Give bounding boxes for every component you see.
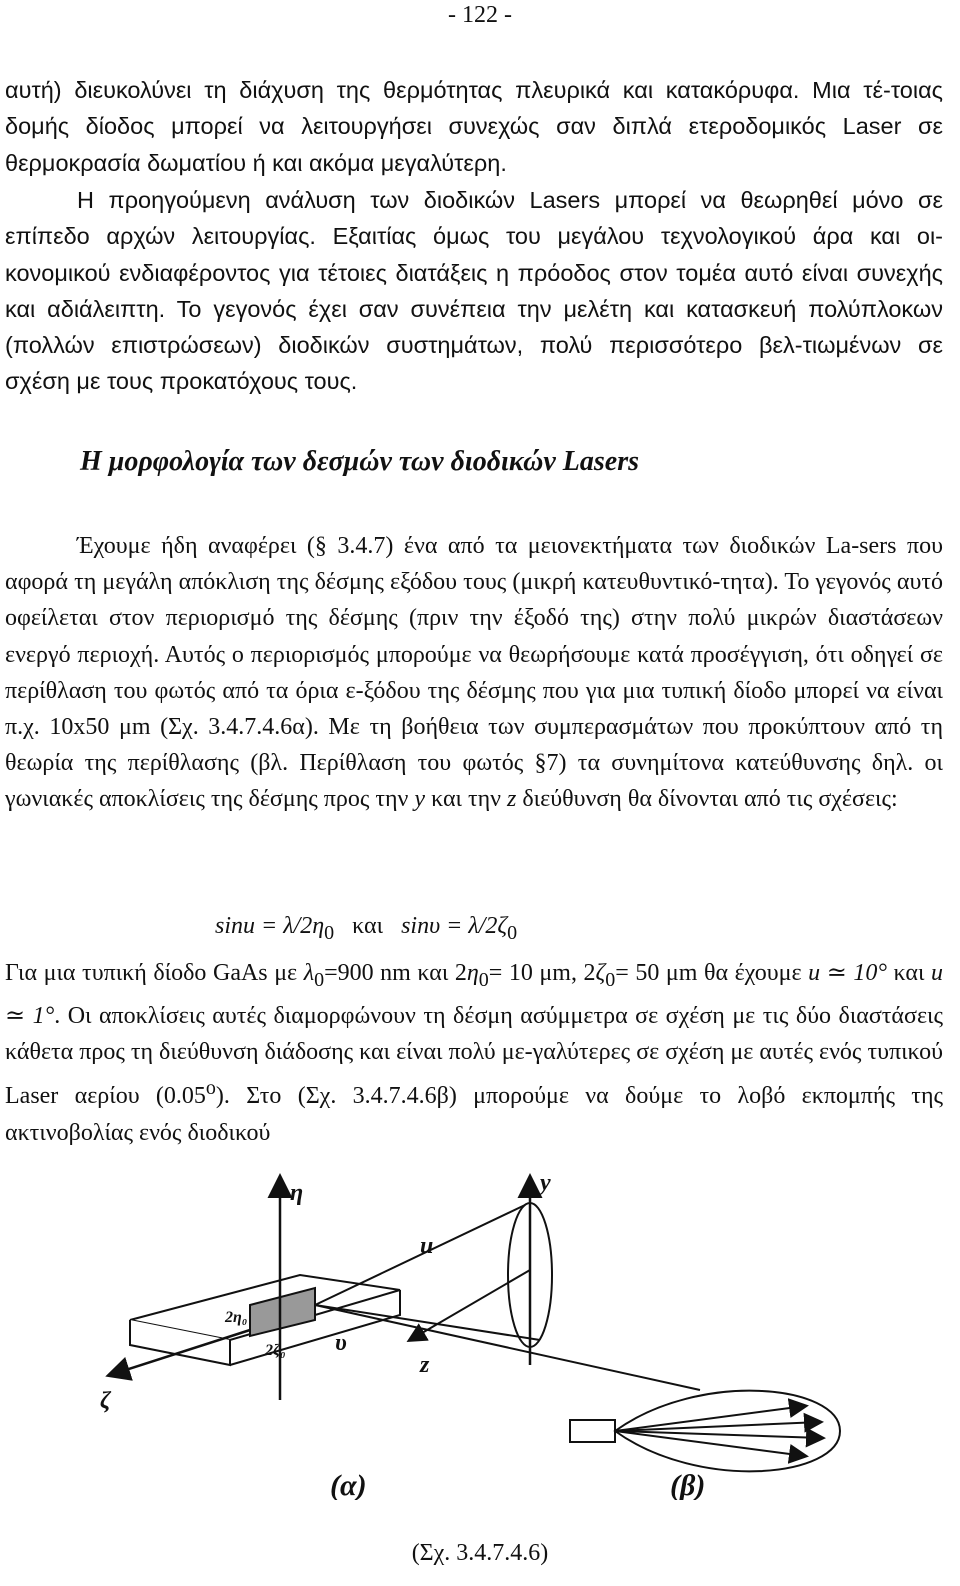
label-z: z xyxy=(420,1352,430,1378)
label-2zeta0: 2ζ₀ xyxy=(265,1342,286,1359)
diode-beam-figure xyxy=(100,1170,880,1500)
figure-caption: (Σχ. 3.4.7.4.6) xyxy=(411,1540,549,1566)
paragraph-4: Για μια τυπική δίοδο GaAs με $\lambda_0=900$ nm και $2\eta_0= 10$ μm, $2\zeta_0= 50$ μm θα έχουμε u ≃ 10° και u ≃ 1°. Οι αποκλίσεις αυτές διαμορφώνουν τη δέσμη ασύμμετρα σε σχέση με τις δύο διαστάσεις κάθετα προς τη διεύθυνση διάδοσης και είναι πολύ με-γαλύτερες σε σχέση με αυτές ενός τυπικού Laser αερίου (0.05$^o$). Στο (Σχ. 3.4.7.4.6β) μπορούμε να δούμε το λοβό εκπομπής της ακτινοβολίας ενός διοδικού xyxy=(5,960,943,1146)
figure-drawing xyxy=(100,1170,880,1500)
label-y: y xyxy=(540,1170,551,1196)
paragraph-1: αυτή) διευκολύνει τη διάχυση της θερμότητας πλευρικά και κατακόρυφα. Μια τέ-τοιας δομής δίοδος μπορεί να λειτουργήσει συνεχώς σαν διπλά ετεροδομικός Laser σε θερμοκρασία δωματίου ή και ακόμα μεγαλύτερη. xyxy=(5,77,943,176)
label-2eta0: 2η₀ xyxy=(225,1309,248,1326)
label-upsilon: υ xyxy=(335,1330,347,1356)
page-number: - 122 - xyxy=(448,2,512,28)
label-beta: (β) xyxy=(670,1469,706,1500)
emission-lobe xyxy=(570,1391,840,1472)
label-alpha: (α) xyxy=(330,1469,367,1500)
paragraph-2: Η προηγούμενη ανάλυση των διοδικών Lasers μπορεί να θεωρηθεί μόνο σε επίπεδο αρχών λειτουργίας. Εξαιτίας όμως του μεγάλου τεχνολογικού άρα και οι-κονομικού ενδιαφέροντος για τέτοιες διατάξεις η πρόοδος στον τομέα αυτό είναι συνεχής και αδιάλειπτη. Το γεγονός έχει σαν συνέπεια την μελέτη και κατασκευή πολύπλοκων (πολλών επιστρώσεων) διοδικών συστημάτων, πολύ περισσότερο βελ-τιωμένων σε σχέση με τους προκατόχους τους. xyxy=(5,187,943,395)
label-u: u xyxy=(420,1233,434,1259)
beam-axis xyxy=(315,1305,700,1390)
divergence-formula: $\sin u = \lambda/2\eta_0$ και $\sin\upsilon = \lambda/2\zeta_0$ xyxy=(215,913,518,944)
paragraph-3: Έχουμε ήδη αναφέρει (§ 3.4.7) ένα από τα μειονεκτήματα των διοδικών La-sers που αφορά τη μεγάλη απόκλιση της δέσμης εξόδου τους (μικρή κατευθυντικό-τητα). Το γεγονός αυτό οφείλεται στον περιορισμό της δέσμης (πριν την έξοδό της) στην πολύ μικρών διαστάσεων ενεργό περιοχή. Αυτός ο περιορισμός μπορούμε να θεωρήσουμε κατά προσέγγιση, ότι οδηγεί σε περίθλαση του φωτός από τα όρια ε-ξόδου της δέσμης που για μια τυπική δίοδο μπορεί να είναι π.χ. 10x50 μm (Σχ. 3.4.7.4.6α). Με τη βοήθεια των συμπερασμάτων που προκύπτουν από τη θεωρία της περίθλασης (βλ. Περίθλαση του φωτός §7) τα συνημίτονα κατεύθυνσης δηλ. οι γωνιακές αποκλίσεις της δέσμης προς την y και την z διεύθυνση θα δίνονται από τις σχέσεις: xyxy=(5,533,943,813)
label-zeta: ζ xyxy=(100,1388,111,1414)
section-heading: Η μορφολογία των δεσμών των διοδικών Lasers xyxy=(80,446,640,477)
label-eta: η xyxy=(290,1180,304,1206)
